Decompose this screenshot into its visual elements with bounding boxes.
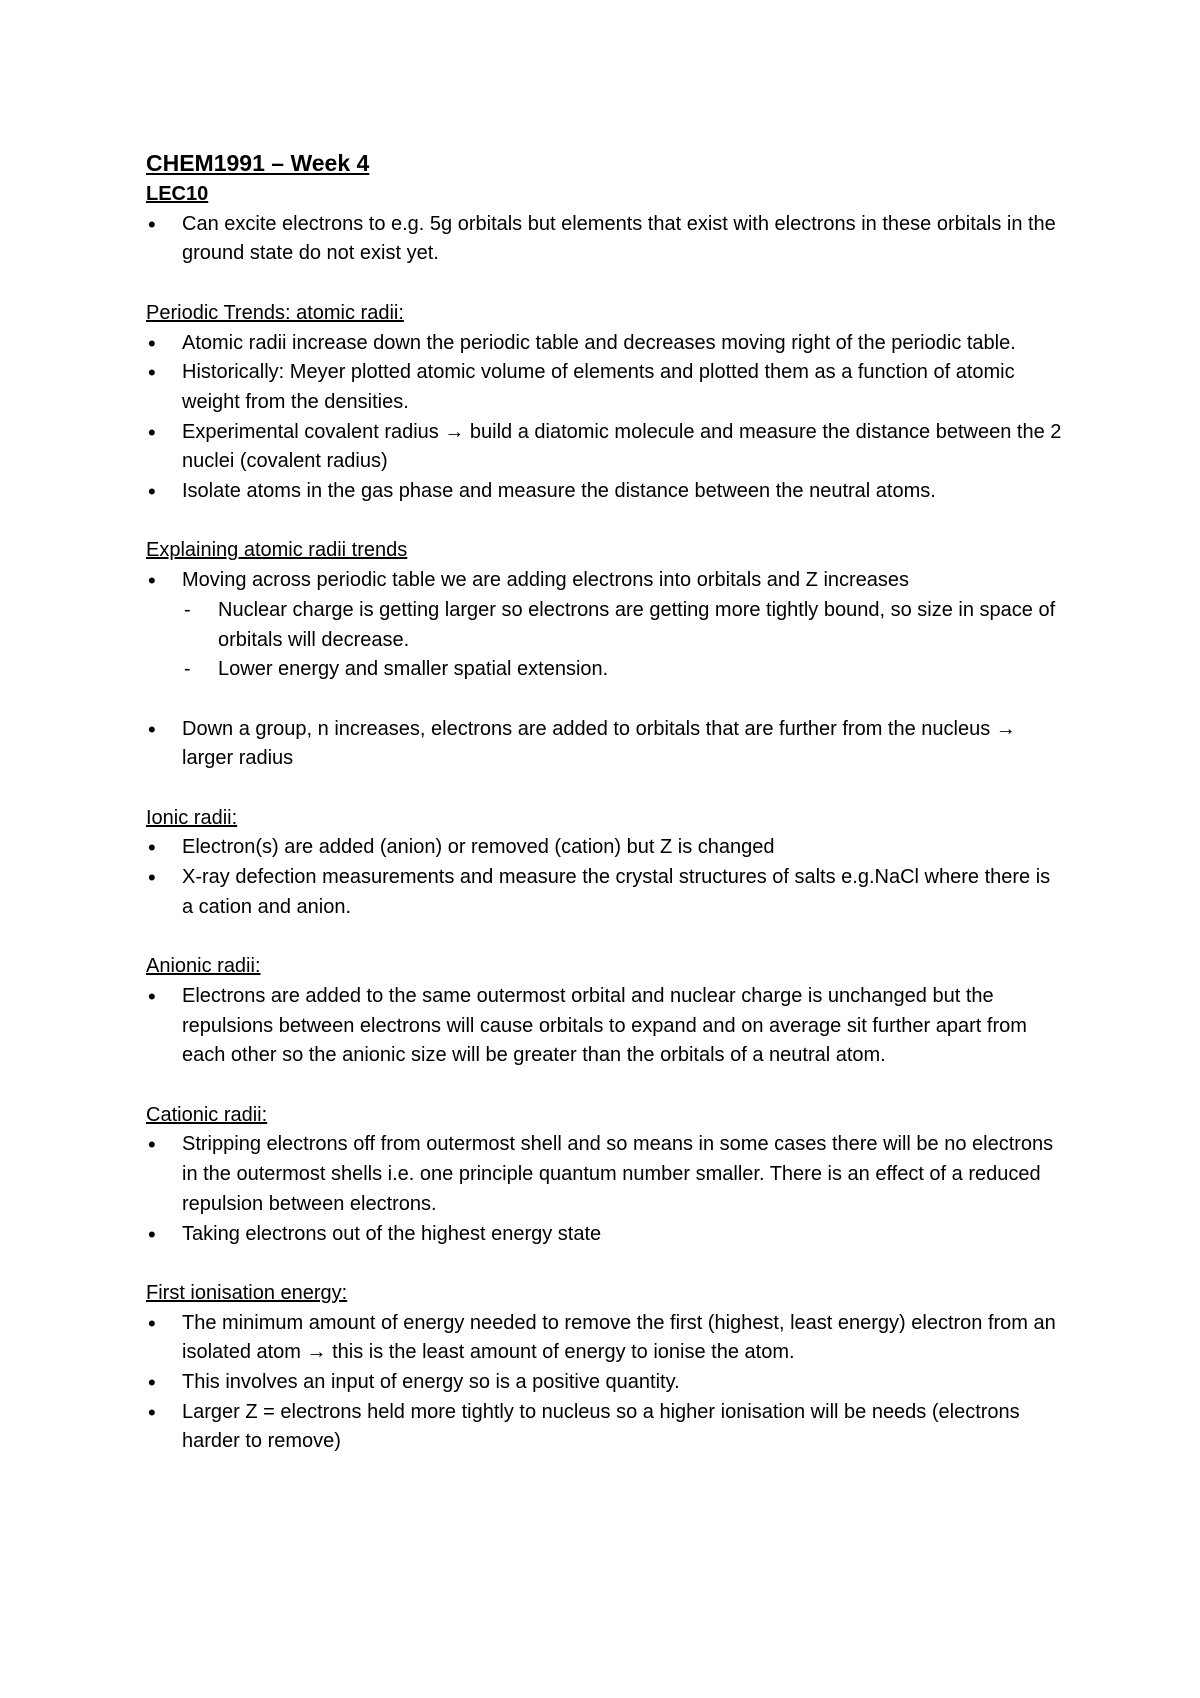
- list-item: • Stripping electrons off from outermost shell and so means in some cases there will be no electrons in the outermost shells i.e. one principle quantum number smaller. There is an effect of a reduced repulsion between electrons.: [146, 1130, 1066, 1219]
- spacer: [146, 685, 1066, 715]
- spacer: [146, 269, 1066, 299]
- document-title: CHEM1991 – Week 4: [146, 150, 370, 176]
- list-item: • Historically: Meyer plotted atomic volume of elements and plotted them as a function of atomic weight from the densities.: [146, 358, 1066, 417]
- section-heading-ionisation: First ionisation energy:: [146, 1281, 348, 1304]
- ionic-list: [146, 833, 1066, 922]
- section-heading-ionic: Ionic radii:: [146, 806, 238, 829]
- explaining-sublist: [182, 596, 1066, 685]
- spacer: [146, 923, 1066, 953]
- list-item: • Experimental covalent radius → build a diatomic molecule and measure the distance between the 2 nuclei (covalent radius): [146, 418, 1066, 477]
- cationic-list: [146, 1130, 1066, 1249]
- sub-list-item: - Lower energy and smaller spatial extension.: [182, 655, 1066, 685]
- explaining-list: [146, 566, 1066, 685]
- list-item: • Can excite electrons to e.g. 5g orbitals but elements that exist with electrons in these orbitals in the ground state do not exist yet.: [146, 210, 1066, 269]
- list-item: • This involves an input of energy so is a positive quantity.: [146, 1368, 1066, 1398]
- periodic-trends-list: [146, 329, 1066, 507]
- section-heading-cationic: Cationic radii:: [146, 1103, 268, 1126]
- anionic-list: [146, 982, 1066, 1071]
- list-item: • Electron(s) are added (anion) or removed (cation) but Z is changed: [146, 833, 1066, 863]
- lecture-heading: LEC10: [146, 183, 209, 205]
- explaining-list-2: [146, 715, 1066, 774]
- sub-list-item: - Nuclear charge is getting larger so electrons are getting more tightly bound, so size in space of orbitals will decrease.: [182, 596, 1066, 655]
- list-item: • Isolate atoms in the gas phase and measure the distance between the neutral atoms.: [146, 477, 1066, 507]
- spacer: [146, 1249, 1066, 1279]
- ionisation-list: [146, 1309, 1066, 1458]
- list-item: • X-ray defection measurements and measure the crystal structures of salts e.g.NaCl where there is a cation and anion.: [146, 863, 1066, 922]
- document-page: [146, 146, 1066, 1457]
- list-item: • Taking electrons out of the highest energy state: [146, 1220, 1066, 1250]
- section-heading-anionic: Anionic radii:: [146, 955, 261, 978]
- list-item: • Atomic radii increase down the periodic table and decreases moving right of the periodic table.: [146, 329, 1066, 359]
- section-heading-periodic-trends: Periodic Trends: atomic radii:: [146, 301, 404, 324]
- list-item: • Electrons are added to the same outermost orbital and nuclear charge is unchanged but the repulsions between electrons will cause orbitals to expand and on average sit further apart from each other so the anionic size will be greater than the orbitals of a neutral atom.: [146, 982, 1066, 1071]
- list-item: • Larger Z = electrons held more tightly to nucleus so a higher ionisation will be needs (electrons harder to remove): [146, 1398, 1066, 1457]
- list-item: [146, 566, 1066, 685]
- spacer: [146, 1071, 1066, 1101]
- list-item: • The minimum amount of energy needed to remove the first (highest, least energy) electron from an isolated atom → this is the least amount of energy to ionise the atom.: [146, 1309, 1066, 1368]
- spacer: [146, 507, 1066, 537]
- spacer: [146, 774, 1066, 804]
- list-item: • Down a group, n increases, electrons are added to orbitals that are further from the nucleus → larger radius: [146, 715, 1066, 774]
- intro-list: [146, 210, 1066, 269]
- list-item-text: Moving across periodic table we are adding electrons into orbitals and Z increases: [182, 569, 910, 592]
- section-heading-explaining: Explaining atomic radii trends: [146, 539, 408, 562]
